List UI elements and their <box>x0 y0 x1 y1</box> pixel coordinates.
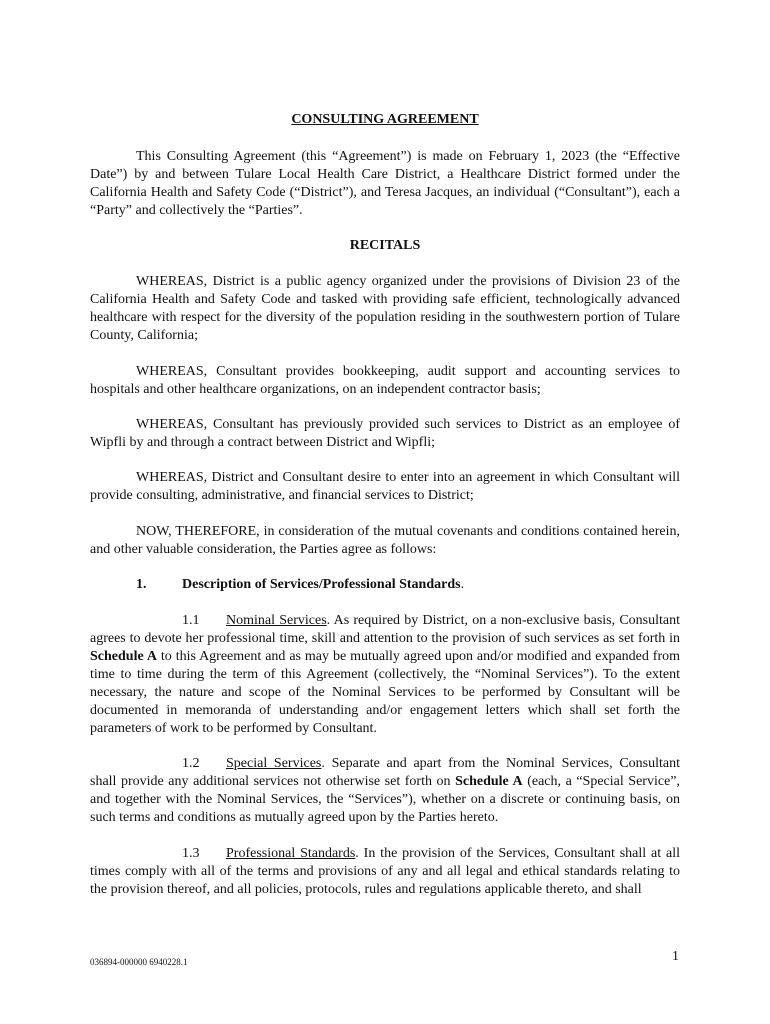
clause-text: . As required by District, on a non-exclusive basis, Consultant agrees to devote her professional time, skill and attention to the provision of such services as set forth in <box>90 613 681 646</box>
recital-paragraph: WHEREAS, Consultant has previously provided such services to District as an employee of Wipfli by and through a contract between District and Wipfli; <box>90 417 680 450</box>
section-number: 1. <box>136 577 147 592</box>
page-number: 1 <box>672 949 679 964</box>
clause-title: Nominal Services <box>226 613 327 628</box>
document-id: 036894-000000 6940228.1 <box>90 957 188 967</box>
clause-text: (each, a “Special Service”, and together with the Nominal Services, the “Services”), whether on a discrete or continuing basis, on such terms and conditions as mutually agreed upon by the Parties hereto. <box>90 774 681 825</box>
recitals-heading: RECITALS <box>349 238 421 253</box>
clause-number: 1.2 <box>182 756 200 771</box>
clause-title: Professional Standards <box>226 846 356 861</box>
document-title: CONSULTING AGREEMENT <box>291 112 479 127</box>
section-title: Description of Services/Professional Standards <box>182 577 461 592</box>
clause-text: to this Agreement and as may be mutually agreed upon and/or modified and expanded from time to time during the term of this Agreement (collectively, the “Nominal Services”). To the extent necessary, the nature and scope of the Nominal Services to be performed by Consultant will be documented in memoranda of understanding and/or engagement letters which shall set forth the parameters of work to be performed by Consultant. <box>90 649 681 736</box>
intro-paragraph: This Consulting Agreement (this “Agreement”) is made on February 1, 2023 (the “Effective Date”) by and between Tulare Local Health Care District, a Healthcare District formed under the California Health and Safety Code (“District”), and Teresa Jacques, an individual (“Consultant”), each a “Party” and collectively the “Parties”. <box>90 149 680 218</box>
clause-text: . Separate and apart from the Nominal Services, Consultant shall provide any additional services not otherwise set forth on <box>90 756 681 789</box>
recital-paragraph: WHEREAS, District and Consultant desire to enter into an agreement in which Consultant will provide consulting, administrative, and financial services to District; <box>90 470 680 503</box>
clause-number: 1.1 <box>182 613 200 628</box>
clause-1-2 <box>90 755 680 827</box>
clause-1-1 <box>90 612 680 738</box>
clause-number: 1.3 <box>182 846 200 861</box>
schedule-reference: Schedule A <box>455 774 523 789</box>
schedule-reference: Schedule A <box>90 649 157 664</box>
recital-paragraph: WHEREAS, District is a public agency organized under the provisions of Division 23 of the California Health and Safety Code and tasked with providing safe efficient, technologically advanced healthcare with respect for the diversity of the population residing in the southwestern portion of Tulare County, California; <box>90 274 680 343</box>
section-title-period: . <box>460 577 465 592</box>
clause-title: Special Services <box>226 756 322 771</box>
recital-paragraph: NOW, THEREFORE, in consideration of the mutual covenants and conditions contained herein, and other valuable consideration, the Parties agree as follows: <box>90 524 680 557</box>
clause-text: . In the provision of the Services, Consultant shall at all times comply with all of the terms and provisions of any and all legal and ethical standards relating to the provision thereof, and all policies, protocols, rules and regulations applicable thereto, and shall <box>90 846 680 897</box>
clause-1-3 <box>90 845 680 899</box>
recital-paragraph: WHEREAS, Consultant provides bookkeeping, audit support and accounting services to hospitals and other healthcare organizations, on an independent contractor basis; <box>90 364 680 397</box>
section-1-heading <box>136 576 464 594</box>
